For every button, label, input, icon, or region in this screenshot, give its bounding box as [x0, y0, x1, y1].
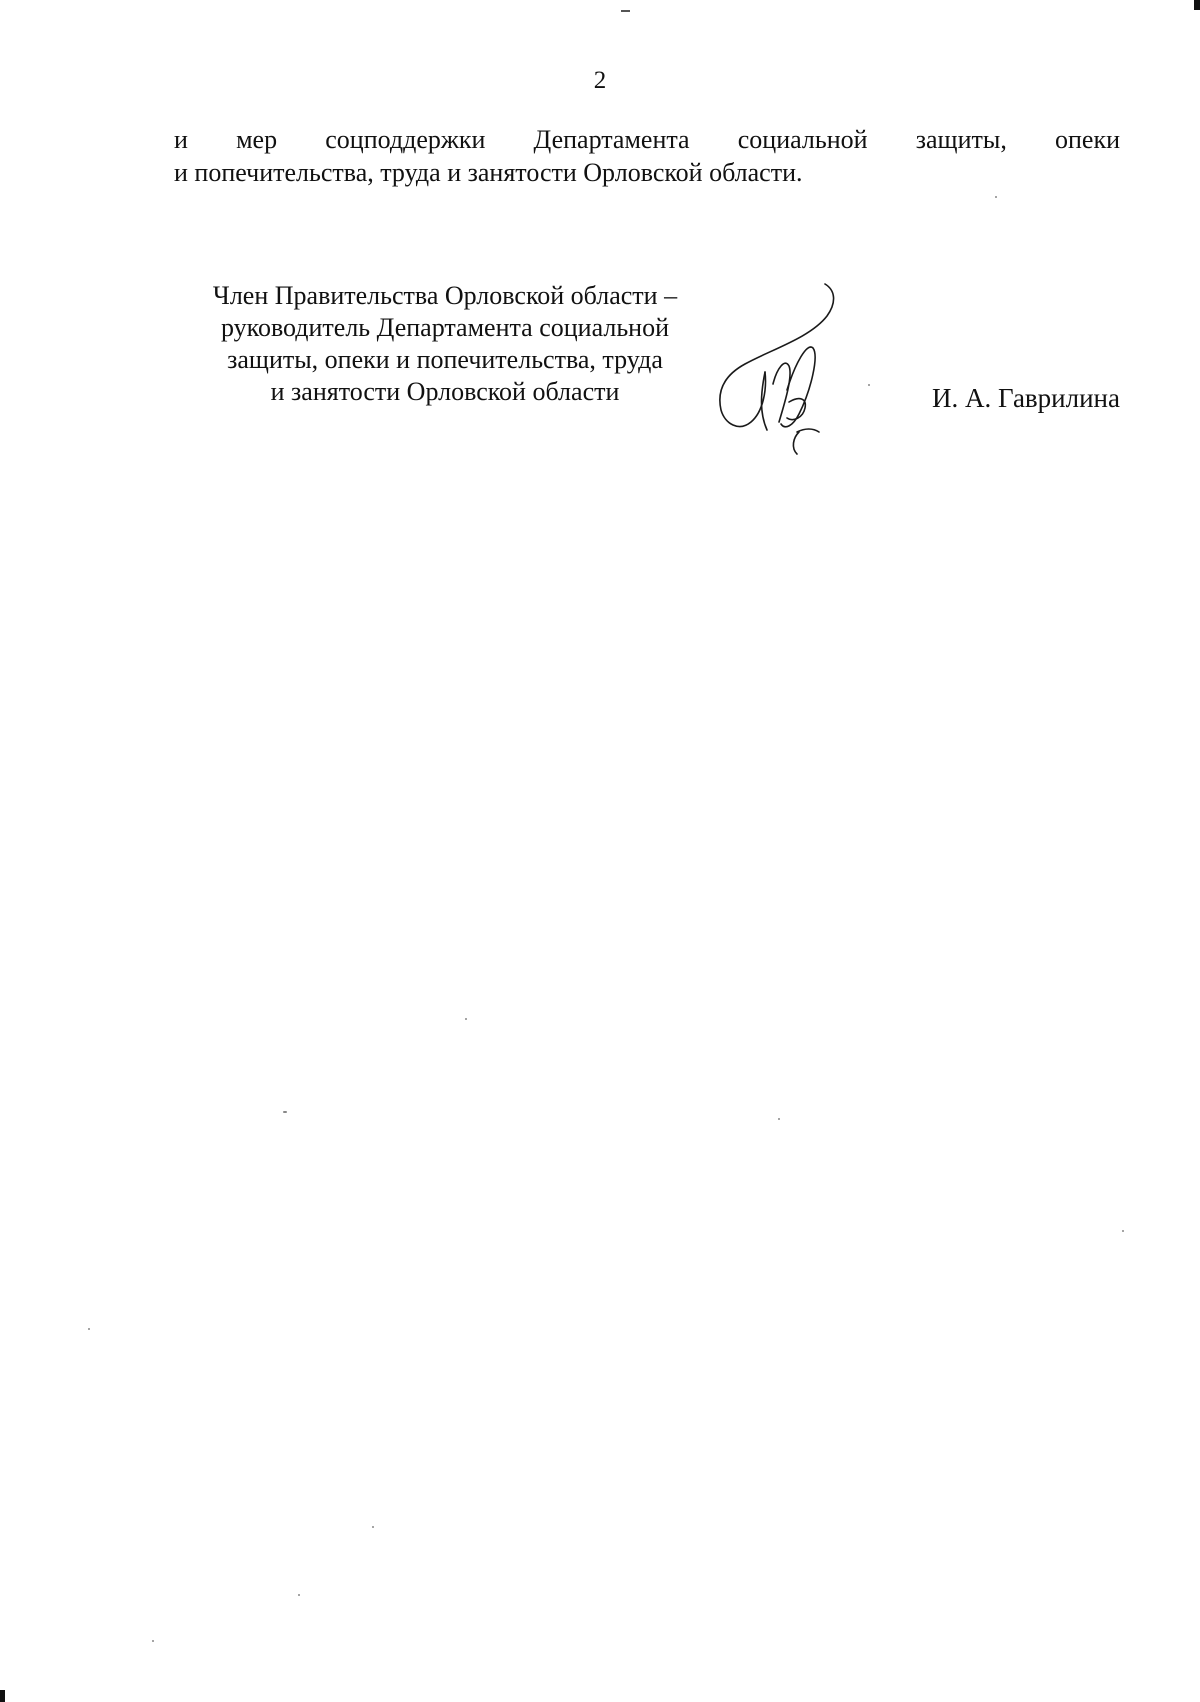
- scan-speck: [88, 1328, 90, 1330]
- scan-speck: [372, 1526, 374, 1528]
- scan-speck: [995, 196, 997, 198]
- scan-speck: [465, 1018, 467, 1020]
- scan-top-dash: [621, 10, 630, 12]
- signatory-title-line-1: Член Правительства Орловской области –: [212, 281, 678, 310]
- scan-edge-mark-bottom: [0, 1690, 5, 1702]
- scan-speck: [868, 384, 870, 386]
- signatory-title: [160, 280, 730, 408]
- signatory-title-line-3: защиты, опеки и попечительства, труда: [227, 345, 663, 374]
- scan-speck: [283, 1111, 287, 1113]
- scan-edge-mark: [1194, 0, 1200, 10]
- signatory-title-line-4: и занятости Орловской области: [270, 377, 620, 406]
- signatory-title-line-2: руководитель Департамента социальной: [220, 313, 670, 342]
- scan-speck: [778, 1118, 780, 1120]
- body-paragraph: [174, 123, 1120, 189]
- scan-speck: [152, 1640, 154, 1642]
- scan-speck: [1122, 1230, 1124, 1232]
- body-line-1: и мер соцподдержки Департамента социальной защиты, опеки: [174, 125, 1120, 154]
- page-number: 2: [593, 67, 607, 94]
- body-line-2: и попечительства, труда и занятости Орловской области.: [174, 158, 803, 187]
- scan-speck: [298, 1594, 300, 1596]
- handwritten-signature: [715, 272, 860, 457]
- signer-name: И. А. Гаврилина: [932, 383, 1120, 413]
